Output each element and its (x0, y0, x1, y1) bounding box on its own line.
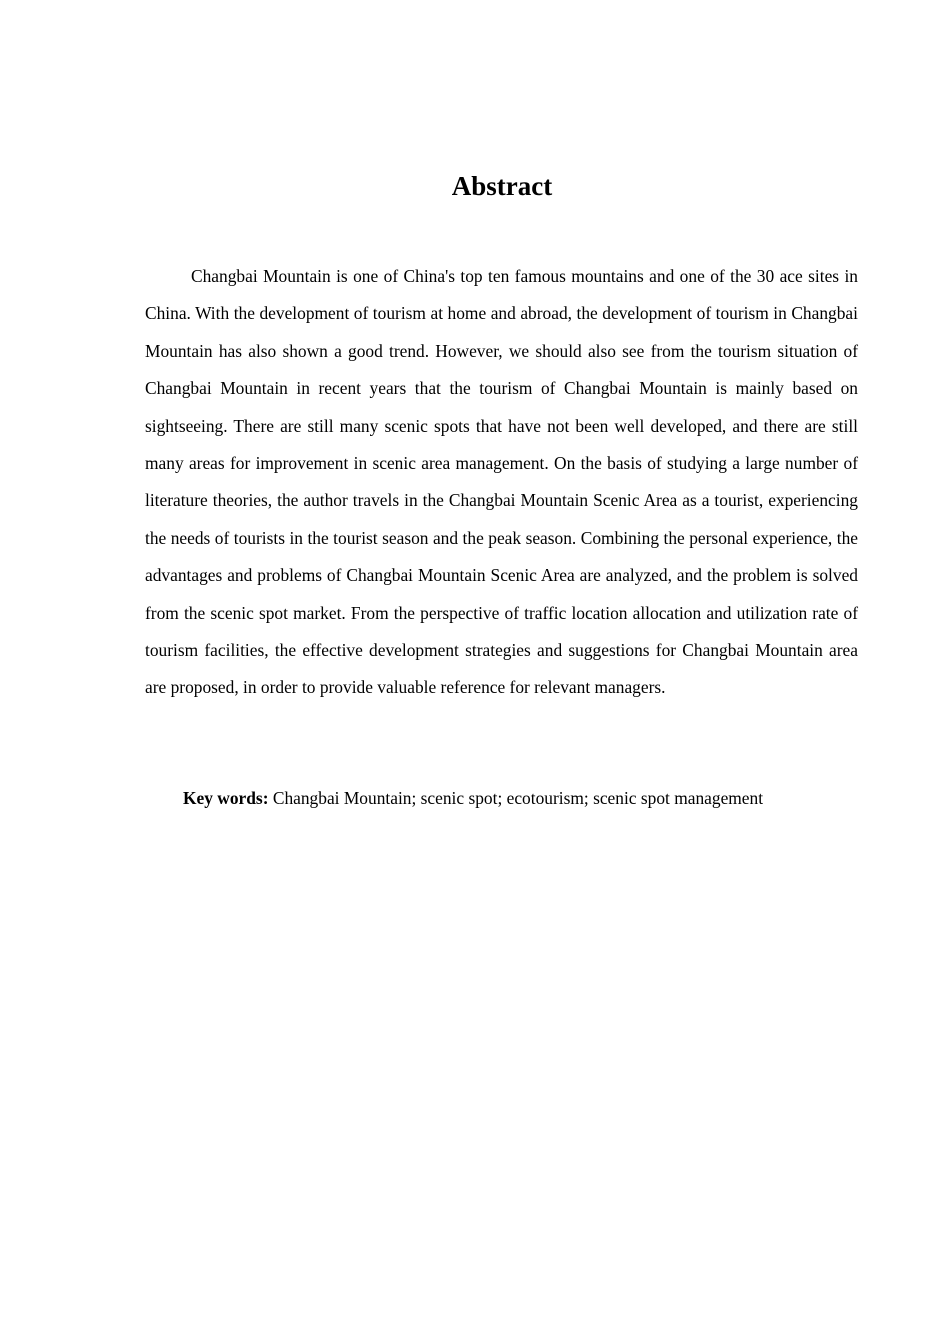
keywords-label: Key words: (183, 788, 269, 808)
abstract-title: Abstract (451, 171, 553, 201)
abstract-paragraph: Changbai Mountain is one of China's top ten famous mountains and one of the 30 ace sites in China. With the development of tourism at home and abroad, the development of tourism in Changbai Mountain has also shown a good trend. However, we should also see from the tourism situation of Changbai Mountain in recent years that the tourism of Changbai Mountain is mainly based on sightseeing. There are still many scenic spots that have not been well developed, and there are still many areas for improvement in scenic area management. On the basis of studying a large number of literature theories, the author travels in the Changbai Mountain Scenic Area as a tourist, experiencing the needs of tourists in the tourist season and the peak season. Combining the personal experience, the advantages and problems of Changbai Mountain Scenic Area are analyzed, and the problem is solved from the scenic spot market. From the perspective of traffic location allocation and utilization rate of tourism facilities, the effective development strategies and suggestions for Changbai Mountain area are proposed, in order to provide valuable reference for relevant managers. (145, 266, 858, 698)
keywords-line (145, 783, 858, 813)
keywords-list: Changbai Mountain; scenic spot; ecotourism; scenic spot management (268, 788, 764, 808)
